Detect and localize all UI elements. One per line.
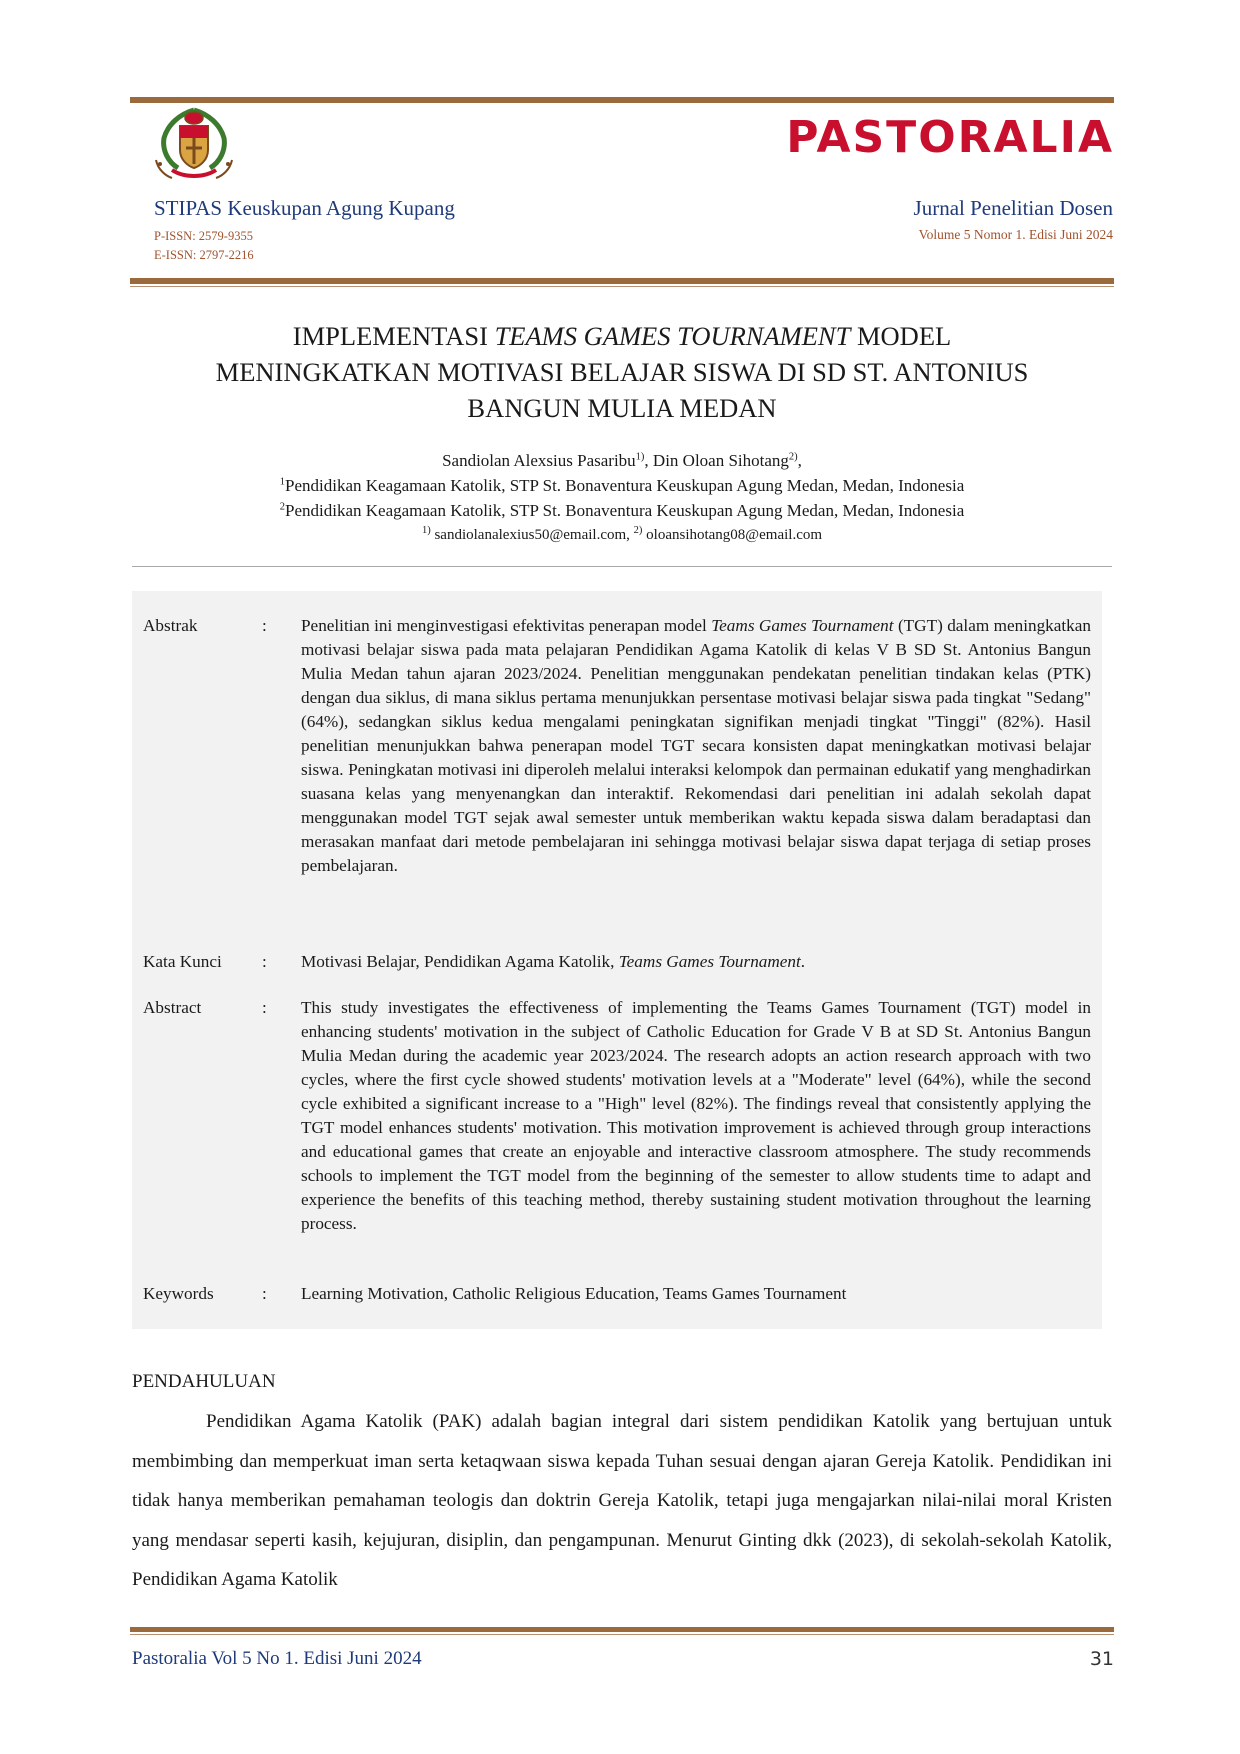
header-bottom-thin-rule — [130, 286, 1114, 287]
abstract-divider — [132, 566, 1112, 567]
email-link-1[interactable]: sandiolanalexius50@email.com, — [430, 527, 630, 543]
header-journal-block — [914, 196, 1113, 243]
author-names: Sandiolan Alexsius Pasaribu$^{1)}$, Din Oloan Sihotang$^{2)}$, — [442, 451, 802, 470]
journal-title: Jurnal Penelitian Dosen — [913, 196, 1113, 220]
title-italic-term: TEAMS GAMES TOURNAMENT — [494, 321, 851, 351]
footer-rule — [130, 1627, 1114, 1632]
page-number: 31 — [1089, 1648, 1114, 1670]
institution-name: STIPAS Keuskupan Agung Kupang — [154, 196, 455, 220]
diocese-coat-of-arms-icon — [150, 104, 238, 186]
affiliation-1: $^1$Pendidikan Keagamaan Katolik, STP St. Bonaventura Keuskupan Agung Medan, Medan, Indonesia — [279, 476, 965, 495]
author-block — [130, 448, 1114, 548]
issn-block — [154, 227, 455, 265]
title-line-3: BANGUN MULIA MEDAN — [467, 393, 777, 423]
journal-volume: Volume 5 Nomor 1. Edisi Juni 2024 — [918, 227, 1113, 242]
email-link-2[interactable]: oloansihotang08@email.com — [642, 527, 823, 543]
author-emails: $^{1)}$ sandiolanalexius50@email.com, $^{2)}$ oloansihotang08@email.com — [421, 525, 823, 543]
footer-citation: Pastoralia Vol 5 No 1. Edisi Juni 2024 — [132, 1648, 422, 1669]
kata-kunci-text: Motivasi Belajar, Pendidikan Agama Katolik, Teams Games Tournament. — [301, 952, 806, 971]
paper-title: IMPLEMENTASI TEAMS GAMES TOURNAMENT MODEL MENINGKATKAN MOTIVASI BELAJAR SISWA DI SD ST. ANTONIUS BANGUN MULIA MEDAN — [130, 318, 1114, 426]
footer-thin-rule — [130, 1634, 1114, 1635]
header-top-rule — [130, 97, 1114, 103]
abstract-text: This study investigates the effectiveness of implementing the Teams Games Tournament (TGT) model in enhancing students' motivation in the subject of Catholic Education for Grade V B at SD St. Antonius Bangun Mulia Medan during the academic year 2023/2024. The research adopts an action research approach with two cycles, where the first cycle showed students' motivation levels at a "Moderate" level (64%), while the second cycle exhibited a significant increase to a "High" level (82%). The findings reveal that consistently applying the TGT model enhances students' motivation. This motivation improvement is achieved through group interactions and educational games that create an enjoyable and interactive classroom atmosphere. The study recommends schools to implement the TGT model from the beginning of the semester to allow students time to adapt and experience the benefits of this teaching method, thereby sustaining student motivation throughout the learning process. — [301, 998, 1091, 1233]
kata-kunci-label: Kata Kunci — [143, 952, 222, 971]
abstract-label: Abstract — [143, 998, 202, 1017]
keywords-text: Learning Motivation, Catholic Religious Education, Teams Games Tournament — [301, 1284, 847, 1303]
title-line-2: MENINGKATKAN MOTIVASI BELAJAR SISWA DI SD ST. ANTONIUS — [215, 357, 1029, 387]
section-heading: PENDAHULUAN — [132, 1371, 276, 1392]
keywords-label: Keywords — [143, 1284, 214, 1303]
body-paragraph: Pendidikan Agama Katolik (PAK) adalah bagian integral dari sistem pendidikan Katolik yang bertujuan untuk membimbing dan memperkuat iman serta ketaqwaan siswa kepada Tuhan sesuai dengan ajaran Gereja Katolik. Pendidikan ini tidak hanya memberikan pemahaman teologis dan doktrin Gereja Katolik, tetapi juga mengajarkan nilai-nilai moral Kristen yang mendasar seperti kasih, kejujuran, disiplin, dan pengampunan. Menurut Ginting dkk (2023), di sekolah-sekolah Katolik, Pendidikan Agama Katolik — [132, 1411, 1112, 1590]
p-issn: P-ISSN: 2579-9355 — [154, 229, 253, 243]
abstrak-label: Abstrak — [143, 616, 198, 635]
journal-brand-logo: PASTORALIA — [786, 112, 1114, 163]
affiliation-2: $^2$Pendidikan Keagamaan Katolik, STP St. Bonaventura Keuskupan Agung Medan, Medan, Indonesia — [279, 501, 965, 520]
abstrak-text: Penelitian ini menginvestigasi efektivitas penerapan model Teams Games Tournament (TGT) dalam meningkatkan motivasi belajar siswa pada mata pelajaran Pendidikan Agama Katolik di kelas V B SD St. Antonius Bangun Mulia Medan tahun ajaran 2023/2024. Penelitian menggunakan pendekatan penelitian tindakan kelas (PTK) dengan dua siklus, di mana siklus pertama menunjukkan persentase motivasi belajar siswa pada tingkat "Sedang" (64%), sedangkan siklus kedua mengalami peningkatan signifikan menjadi tingkat "Tinggi" (82%). Hasil penelitian menunjukkan bahwa penerapan model TGT secara konsisten dapat meningkatkan motivasi belajar siswa. Peningkatan motivasi ini diperoleh melalui interaksi kelompok dan permainan edukatif yang menghadirkan suasana kelas yang menyenangkan dan interaktif. Rekomendasi dari penelitian ini adalah sekolah dapat menggunakan model TGT sejak awal semester untuk memberikan waktu kepada siswa dalam beradaptasi dan merasakan manfaat dari metode pembelajaran ini sehingga motivasi belajar siswa dapat terjaga di setiap proses pembelajaran. — [301, 616, 1091, 875]
e-issn: E-ISSN: 2797-2216 — [154, 248, 254, 262]
header-institution-block — [154, 196, 455, 265]
header-bottom-rule — [130, 278, 1114, 284]
